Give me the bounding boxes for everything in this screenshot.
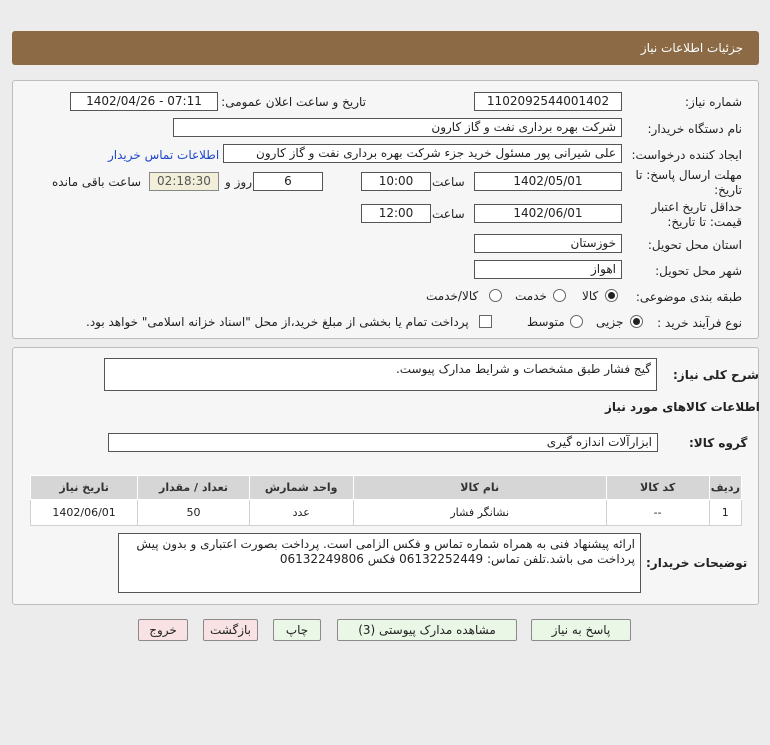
category-radio-service[interactable]: [553, 289, 566, 302]
remaining-label: ساعت باقی مانده: [52, 175, 142, 189]
process-radio-medium[interactable]: [570, 315, 583, 328]
reply-button[interactable]: پاسخ به نیاز: [531, 619, 631, 641]
buyer-notes-field: ارائه پیشنهاد فنی به همراه شماره تماس و فکس الزامی است. پرداخت بصورت اعتباری و بدون پیش پرداخت می باشد.تلفن تماس: 06132252449 فکس 06132249806: [118, 533, 641, 593]
city-label: شهر محل تحویل:: [655, 264, 742, 278]
validity-time-field: 12:00: [361, 204, 431, 223]
goods-section-title: اطلاعات کالاهای مورد نیاز: [605, 400, 760, 414]
validity-label-2: قیمت: تا تاریخ:: [667, 215, 742, 229]
cell-date: 1402/06/01: [31, 500, 138, 526]
goods-table-header: [31, 476, 742, 500]
buyer-org-field: شرکت بهره برداری نفت و گاز کارون: [173, 118, 622, 137]
page-title: جزئیات اطلاعات نیاز: [640, 41, 743, 55]
deadline-label: مهلت ارسال پاسخ: تا: [635, 168, 742, 182]
province-label: استان محل تحویل:: [647, 238, 742, 252]
payment-note: پرداخت تمام یا بخشی از مبلغ خرید،از محل "اسناد خزانه اسلامی" خواهد بود.: [86, 315, 469, 329]
announce-label: تاریخ و ساعت اعلان عمومی:: [221, 95, 366, 109]
attachments-button[interactable]: مشاهده مدارک پیوستی (3): [337, 619, 517, 641]
category-option-goods-service: کالا/خدمت: [426, 289, 479, 303]
category-option-goods: کالا: [582, 289, 599, 303]
category-radio-goods-service[interactable]: [489, 289, 502, 302]
category-radio-goods[interactable]: [605, 289, 618, 302]
goods-group-field: ابزارآلات اندازه گیری: [108, 433, 658, 452]
cell-name: نشانگر فشار: [353, 500, 606, 526]
table-row: [31, 500, 742, 526]
print-button[interactable]: چاپ: [273, 619, 321, 641]
category-label: طبقه بندی موضوعی:: [635, 290, 742, 304]
back-button[interactable]: بازگشت: [203, 619, 258, 641]
process-option-minor: جزیی: [596, 315, 624, 329]
creator-field: علی شیرانی پور مسئول خرید جزء شرکت بهره برداری نفت و گاز کارون: [223, 144, 622, 163]
deadline-label-2: تاریخ:: [714, 183, 742, 197]
treasury-checkbox[interactable]: [479, 315, 492, 328]
buyer-org-label: نام دستگاه خریدار:: [647, 122, 742, 136]
process-radio-minor[interactable]: [630, 315, 643, 328]
cell-unit: عدد: [249, 500, 353, 526]
page-header: [12, 31, 759, 65]
need-number-field: 1102092544001402: [474, 92, 622, 111]
col-unit: واحد شمارش: [249, 476, 353, 500]
description-label: شرح کلی نیاز:: [673, 368, 759, 382]
announce-field: 1402/04/26 - 07:11: [70, 92, 218, 111]
days-label: روز و: [225, 175, 252, 189]
deadline-time-field: 10:00: [361, 172, 431, 191]
col-code: کد کالا: [606, 476, 709, 500]
col-name: نام کالا: [353, 476, 606, 500]
description-field: گیج فشار طبق مشخصات و شرایط مدارک پیوست.: [104, 358, 657, 391]
col-row: ردیف: [709, 476, 741, 500]
category-option-service: خدمت: [515, 289, 547, 303]
creator-label: ایجاد کننده درخواست:: [631, 148, 742, 162]
col-date: تاریخ نیاز: [31, 476, 138, 500]
buyer-notes-label: توضیحات خریدار:: [646, 556, 748, 570]
remaining-time-field: 02:18:30: [149, 172, 219, 191]
city-field: اهواز: [474, 260, 622, 279]
process-label: نوع فرآیند خرید :: [657, 316, 742, 330]
cell-qty: 50: [138, 500, 249, 526]
contact-info-link[interactable]: اطلاعات تماس خریدار: [108, 148, 220, 162]
province-field: خوزستان: [474, 234, 622, 253]
deadline-time-label: ساعت: [432, 175, 465, 189]
cell-row: 1: [709, 500, 741, 526]
validity-label: حداقل تاریخ اعتبار: [651, 200, 742, 214]
goods-group-label: گروه کالا:: [689, 436, 748, 450]
process-option-medium: متوسط: [527, 315, 565, 329]
cell-code: --: [606, 500, 709, 526]
deadline-date-field: 1402/05/01: [474, 172, 622, 191]
days-field: 6: [253, 172, 323, 191]
need-number-label: شماره نیاز:: [685, 95, 742, 109]
col-qty: تعداد / مقدار: [138, 476, 249, 500]
validity-date-field: 1402/06/01: [474, 204, 622, 223]
goods-table: [30, 475, 742, 526]
exit-button[interactable]: خروج: [138, 619, 188, 641]
validity-time-label: ساعت: [432, 207, 465, 221]
